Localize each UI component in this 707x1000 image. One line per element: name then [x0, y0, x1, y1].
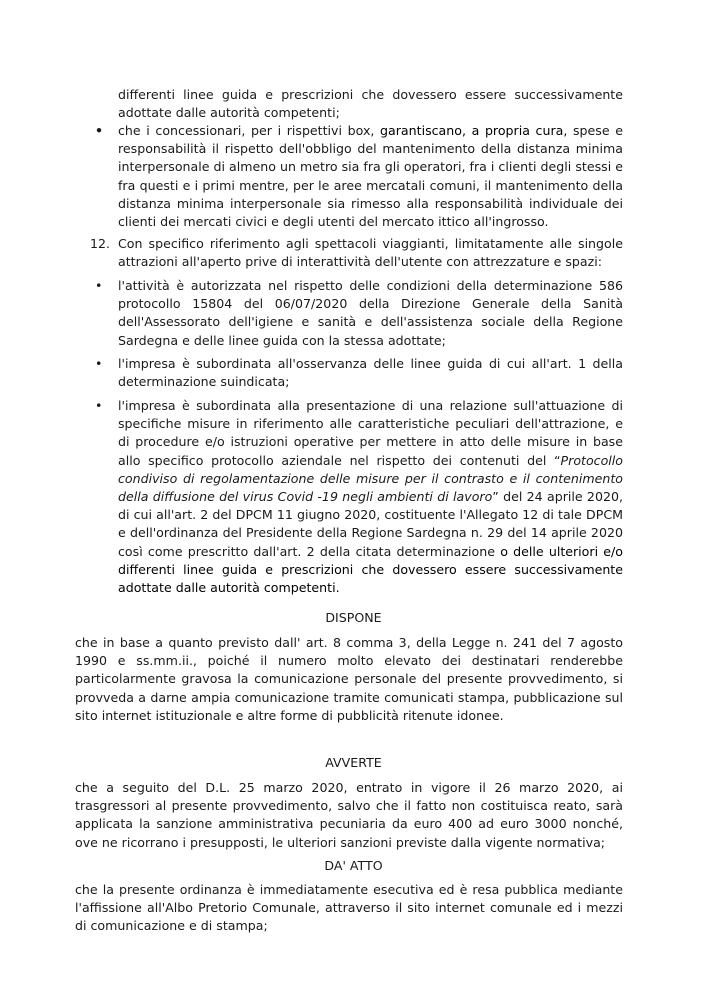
- concessionari-text-b: garantiscano, a propria cura,: [380, 123, 568, 138]
- paragraph-concessionari: [118, 122, 623, 231]
- protocollo-title: Protocollo condiviso di regolamentazione delle misure per il contrasto e il contenimento della diffusione del virus Covid -19 negli ambienti di lavoro: [118, 452, 623, 505]
- paragraph-continuation: differenti linee guida e prescrizioni che dovessero essere successivamente adottate dalle autorità competenti;: [118, 87, 623, 121]
- paragraph-avverte: che a seguito del D.L. 25 marzo 2020, entrato in vigore il 26 marzo 2020, ai trasgressori al presente provvedimento, salvo che il fatto non costituisca reato, sarà applicata la sanzione amministrativa pecuniaria da euro 400 ad euro 3000 nonché, ove ne ricorrano i presupposti, le ulteriori sanzioni previste dalla vigente normativa;: [75, 780, 623, 850]
- bullet-attivita: •: [95, 278, 103, 293]
- paragraph-attivita: l'attività è autorizzata nel rispetto delle condizioni della determinazione 586 protocollo 15804 del 06/07/2020 della Direzione Generale della Sanità dell'Assessorato dell'igiene e sanità e dell'assistenza sociale della Regione Sardegna e delle linee guida con la stessa adottate;: [118, 278, 623, 348]
- concessionari-text-a: che i concessionari, per i rispettivi box,: [118, 123, 375, 138]
- bullet-relazione: •: [95, 398, 103, 413]
- concessionari-text-c: spese e responsabilità il rispetto dell'obbligo del mantenimento della distanza minima interpersonale di almeno un metro sia fra gli operatori, fra i clienti degli stessi e fra questi e i primi mentre, per le aree mercatali comuni, il mantenimento della distanza minima interpersonale sia rimesso alla responsabilità individuale dei clienti dei mercati civici e degli utenti del mercato ittico all'ingrosso.: [118, 123, 623, 230]
- heading-dispone: DISPONE: [325, 610, 382, 625]
- relazione-text-b: ” del 24 aprile 2020, di cui all'art. 2 del DPCM 11 giugno 2020, costituente l'Allegato 12 di tale DPCM e dell'ordinanza del Presidente della Regione Sardegna n. 29 del 14 aprile 2020 così come prescritto dall'art. 2 della citata determinazione: [118, 489, 623, 559]
- paragraph-dispone: che in base a quanto previsto dall' art. 8 comma 3, della Legge n. 241 del 7 agosto 1990 e ss.mm.ii., poiché il numero molto elevato dei destinatari renderebbe particolarmente gravosa la comunicazione personale del presente provvedimento, si provveda a darne ampia comunicazione tramite comunicati stampa, pubblicazione sul sito internet istituzionale e altre forme di pubblicità ritenute idonee.: [75, 635, 623, 723]
- paragraph-da-atto: che la presente ordinanza è immediatamente esecutiva ed è resa pubblica mediante l'affissione all'Albo Pretorio Comunale, attraverso il sito internet comunale ed i mezzi di comunicazione e di stampa;: [75, 882, 623, 934]
- item-12-text: Con specifico riferimento agli spettacoli viaggianti, limitatamente alle singole attrazioni all'aperto prive di interattività dell'utente con attrezzature e spazi:: [118, 236, 623, 270]
- paragraph-osservanza: l'impresa è subordinata all'osservanza delle linee guida di cui all'art. 1 della determinazione suindicata;: [118, 356, 623, 390]
- bullet-osservanza: •: [95, 356, 103, 371]
- bullet-concessionari: •: [95, 123, 104, 138]
- item-12-number: 12.: [90, 236, 111, 251]
- heading-avverte: AVVERTE: [325, 755, 382, 770]
- relazione-text-c: o delle ulteriori e/o differenti linee guida e prescrizioni che dovessero essere successivamente adottate dalle autorità competenti.: [118, 543, 623, 596]
- relazione-text-a: l'impresa è subordinata alla presentazione di una relazione sull'attuazione di specifiche misure in riferimento alle caratteristiche peculiari dell'attrazione, e di procedure e/o istruzioni operative per mettere in atto delle misure in base allo specifico protocollo aziendale nel rispetto dei contenuti del “: [118, 398, 623, 468]
- paragraph-relazione: [118, 397, 623, 597]
- heading-da-atto: DA' ATTO: [324, 858, 383, 873]
